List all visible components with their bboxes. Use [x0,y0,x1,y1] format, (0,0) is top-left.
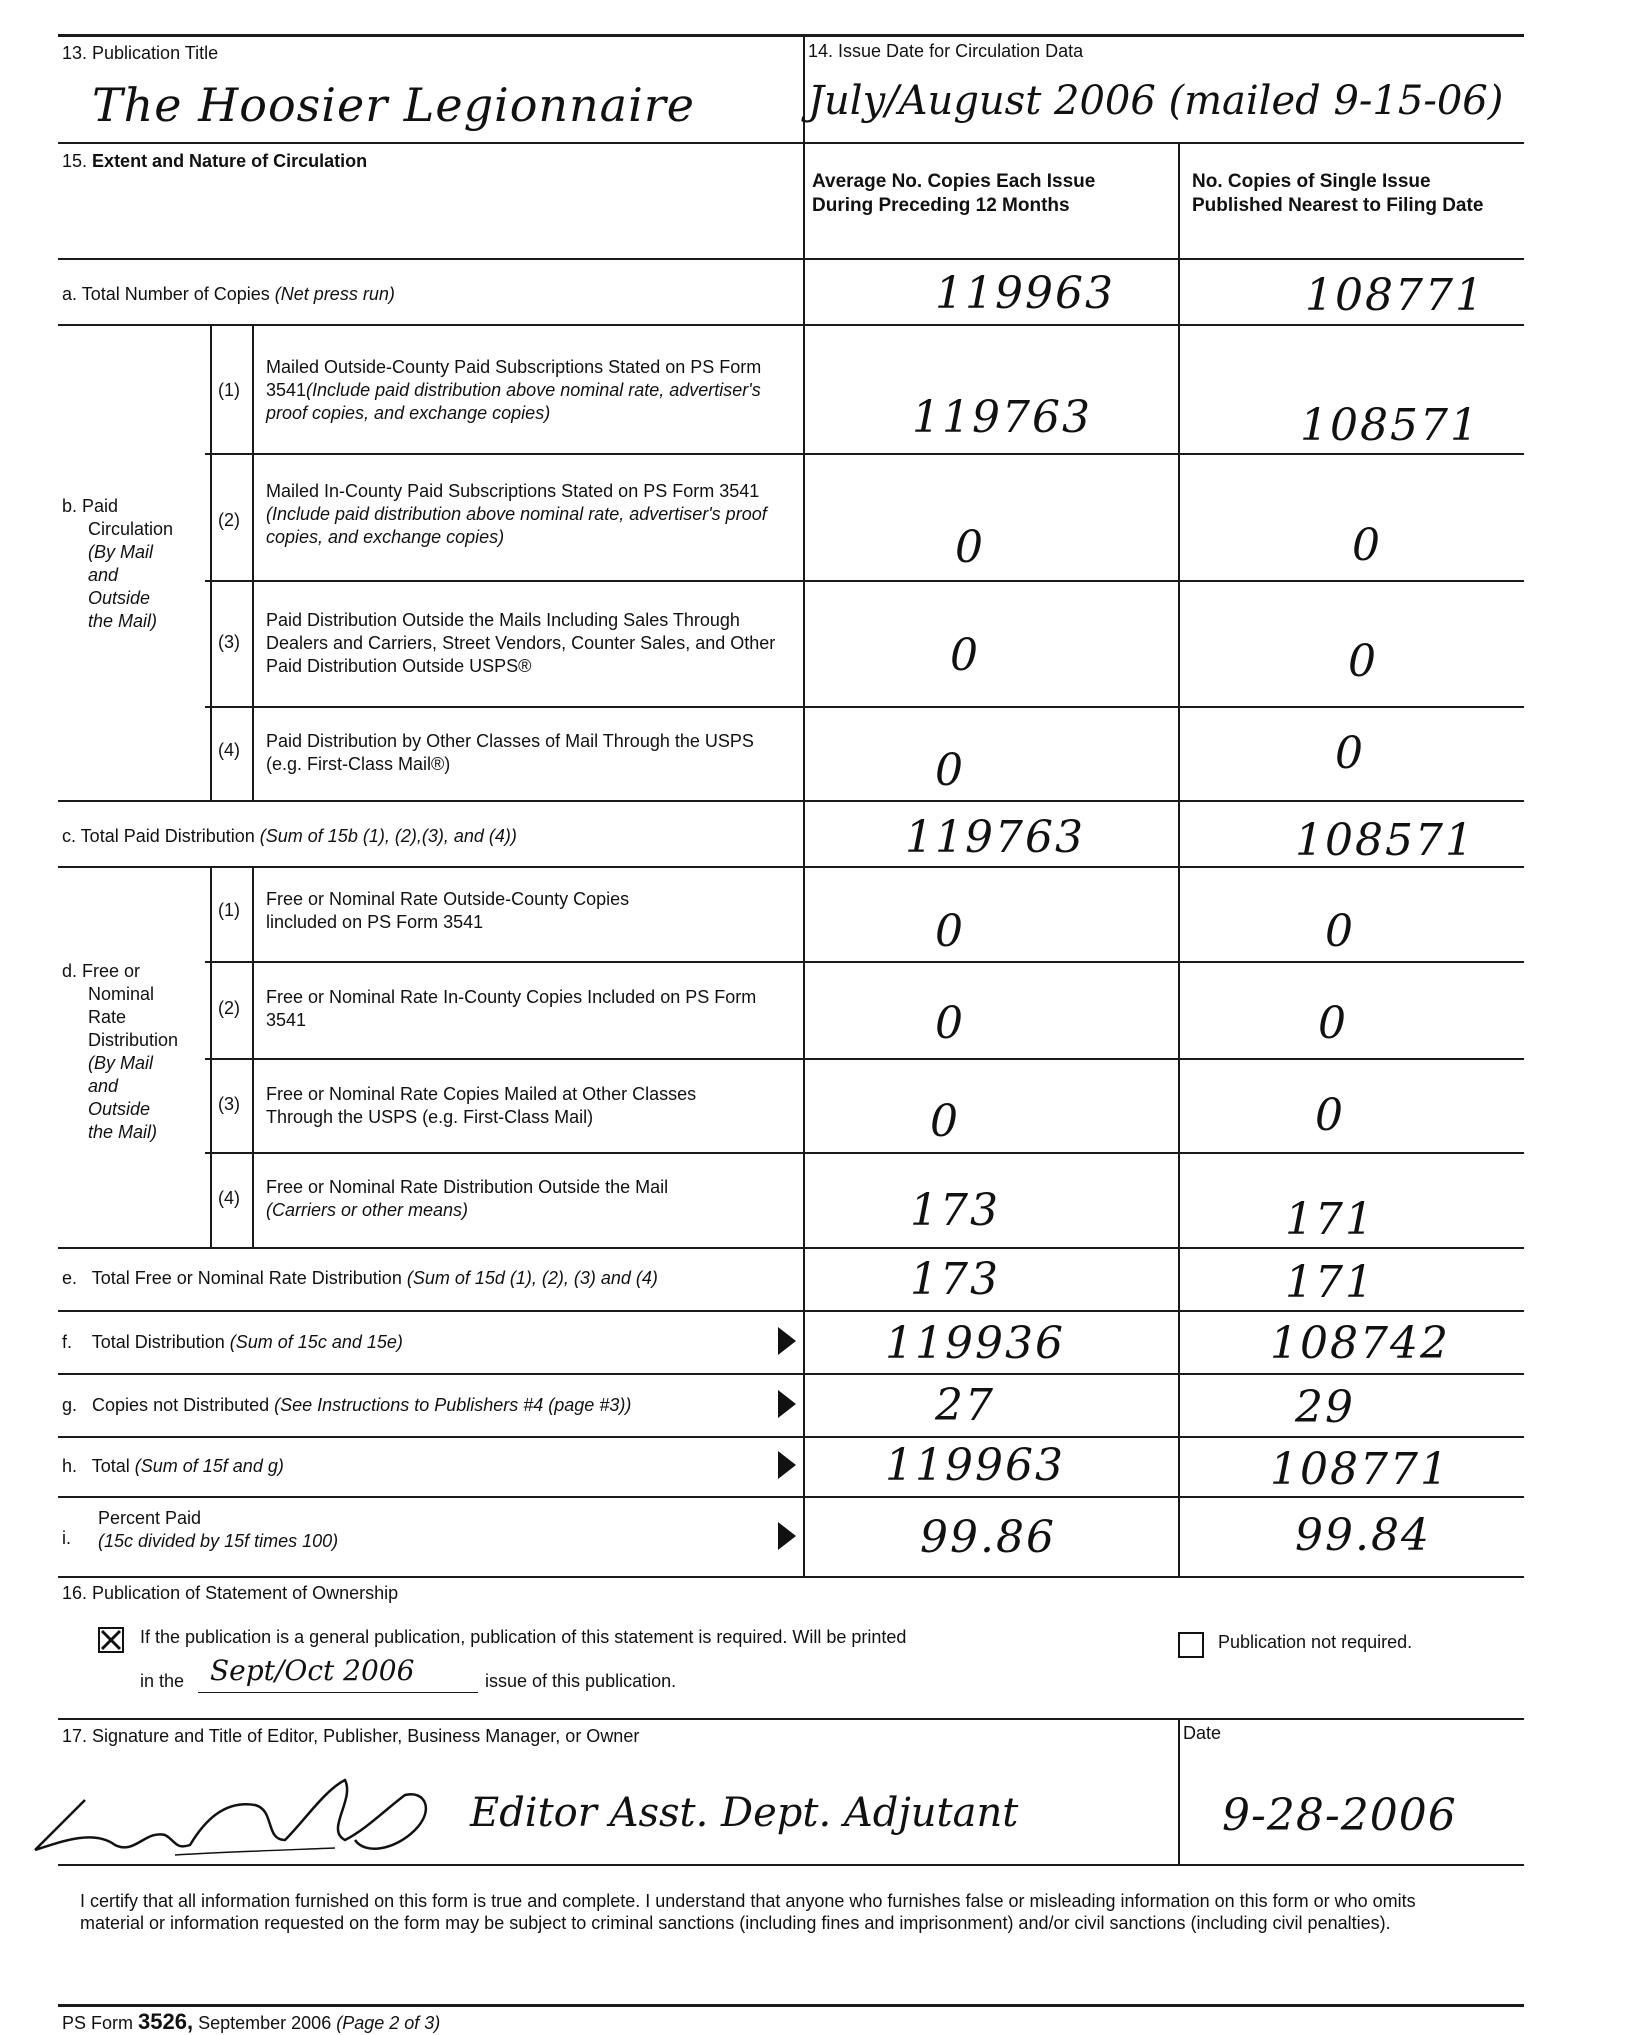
row-d2-value-single: 0 [1318,998,1348,1049]
free-label-2: Nominal [88,984,155,1004]
row-i-italic: (15c divided by 15f times 100) [98,1531,339,1551]
paid-label-6: the Mail) [88,611,158,631]
row-b3-num: (3) [218,632,240,652]
row-b1-italic: (Include paid distribution above nominal rate, advertiser's proof copies, and exchange copies) [266,380,761,423]
row-e-value-average: 173 [910,1254,1000,1305]
certification-text: I certify that all information furnished on this form is true and complete. I understand that anyone who furnishes false or misleading information on this form or who omits material or information requested on the form may be subject to criminal sanctions (including fines and imprisonment) and/or civil sanctions (including civil penalties). [80,1891,1416,1933]
not-required-checkbox[interactable] [1178,1632,1204,1658]
footer-date: September 2006 [198,2013,332,2033]
paid-label-4: and [88,565,119,585]
row-d4-value-average: 173 [910,1185,1000,1236]
row-c-value-average: 119763 [905,812,1085,863]
paid-label-1: b. Paid [62,496,119,516]
footer-prefix: PS Form [62,2013,134,2033]
row-g-text: Copies not Distributed [92,1395,270,1415]
row-g-value-single: 29 [1295,1382,1355,1433]
row-e-value-single: 171 [1285,1257,1375,1308]
row-b4-num: (4) [218,740,240,760]
row-g-italic: (See Instructions to Publishers #4 (page #3)) [274,1395,632,1415]
free-label-5: (By Mail [88,1053,154,1073]
row-i-label [98,1507,338,1553]
row-a-value-average: 119963 [935,268,1115,319]
row-e-label [62,1267,658,1290]
row-d1-num: (1) [218,900,240,920]
row-d1-label: Free or Nominal Rate Outside-County Copies lincluded on PS Form 3541 [266,889,630,932]
row-b3-value-single: 0 [1348,636,1378,687]
free-label-1: d. Free or [62,961,141,981]
row-i-arrow-icon [778,1522,796,1550]
row-a-italic: (Net press run) [274,284,395,304]
free-label-7: Outside [88,1099,151,1119]
row-b2-text: Mailed In-County Paid Subscriptions Stated on PS Form 3541 [266,481,760,501]
footer-page: (Page 2 of 3) [336,2013,441,2033]
row-d4-num: (4) [218,1188,240,1208]
row-b4-value-single: 0 [1335,728,1365,779]
in-the-label: in the [140,1671,185,1691]
row-e-text: Total Free or Nominal Rate Distribution [91,1268,402,1288]
row-d4-text: Free or Nominal Rate Distribution Outside the Mail [266,1177,669,1197]
row-c-italic: (Sum of 15b (1), (2),(3), and (4)) [259,826,517,846]
row-i-letter: i. [62,1528,71,1548]
row-f-italic: (Sum of 15c and 15e) [229,1332,403,1352]
publication-title-label: 13. Publication Title [62,43,219,63]
row-f-label [62,1331,403,1354]
row-h-italic: (Sum of 15f and g) [134,1456,284,1476]
row-b2-italic: (Include paid distribution above nominal rate, advertiser's proof copies, and exchange copies) [266,504,767,547]
issue-date-label: 14. Issue Date for Circulation Data [808,41,1084,61]
row-d4-italic: (Carriers or other means) [266,1200,469,1220]
row-d3-value-average: 0 [930,1096,960,1147]
circulation-heading-title: Extent and Nature of Circulation [92,151,368,171]
signature-date-handwritten: 9-28-2006 [1222,1790,1457,1841]
row-b3-label: Paid Distribution Outside the Mails Including Sales Through Dealers and Carriers, Street Vendors, Counter Sales, and Other Paid Distribution Outside USPS® [266,610,776,676]
row-a-text: a. Total Number of Copies [62,284,270,304]
row-e-italic: (Sum of 15d (1), (2), (3) and (4) [406,1268,658,1288]
row-h-value-single: 108771 [1270,1444,1450,1495]
row-h-letter: h. [62,1456,78,1476]
row-d2-label: Free or Nominal Rate In-County Copies Included on PS Form 3541 [266,987,757,1030]
free-label-3: Rate [88,1007,127,1027]
row-b2-value-average: 0 [955,522,985,573]
signer-title-handwritten: Editor Asst. Dept. Adjutant [470,1790,1019,1836]
row-b1-num: (1) [218,380,240,400]
free-label-8: the Mail) [88,1122,158,1142]
row-b2-label [266,480,786,549]
issue-suffix: issue of this publication. [485,1671,677,1691]
paid-circulation-group-label [62,495,173,633]
not-required-label: Publication not required. [1218,1632,1413,1652]
row-i-value-single: 99.84 [1295,1510,1431,1561]
row-c-label [62,825,517,848]
row-d4-label [266,1176,786,1222]
row-h-arrow-icon [778,1451,796,1479]
free-distribution-group-label [62,960,178,1144]
ownership-statement-label: 16. Publication of Statement of Ownership [62,1583,399,1603]
row-b3-value-average: 0 [950,630,980,681]
row-f-value-single: 108742 [1270,1318,1450,1369]
row-d3-value-single: 0 [1315,1090,1345,1141]
row-f-value-average: 119936 [885,1318,1065,1369]
row-d1-value-single: 0 [1325,906,1355,957]
row-d2-value-average: 0 [935,998,965,1049]
general-publication-checkbox[interactable] [98,1627,124,1653]
paid-label-3: (By Mail [88,542,154,562]
circulation-heading-num: 15. [62,151,88,171]
form-footer [62,2010,440,2035]
footer-number: 3526, [138,2009,194,2034]
row-f-letter: f. [62,1332,73,1352]
row-i-value-average: 99.86 [920,1512,1056,1563]
row-b1-value-single: 108571 [1300,400,1480,451]
general-publication-text: If the publication is a general publication, publication of this statement is required. Will be printed [140,1627,907,1647]
date-label: Date [1183,1723,1222,1743]
row-b1-text: Mailed Outside-County Paid Subscriptions Stated on PS Form 3541 [266,357,762,400]
issue-underline [198,1692,478,1693]
row-d4-value-single: 171 [1285,1194,1375,1245]
row-h-text: Total [91,1456,130,1476]
row-a-label [62,283,395,306]
row-g-label [62,1394,631,1417]
row-d3-num: (3) [218,1094,240,1114]
signature-label: 17. Signature and Title of Editor, Publisher, Business Manager, or Owner [62,1726,640,1746]
column-header-average: Average No. Copies Each Issue During Preceding 12 Months [812,171,1096,216]
paid-label-5: Outside [88,588,151,608]
row-d1-value-average: 0 [935,906,965,957]
issue-date-value: July/August 2006 (mailed 9-15-06) [808,78,1504,124]
free-label-6: and [88,1076,119,1096]
row-h-value-average: 119963 [885,1440,1065,1491]
row-g-letter: g. [62,1395,78,1415]
row-b2-value-single: 0 [1352,520,1382,571]
row-b1-value-average: 119763 [912,392,1092,443]
paid-label-2: Circulation [88,519,174,539]
circulation-heading [62,150,367,173]
row-c-text: c. Total Paid Distribution [62,826,255,846]
row-b4-label: Paid Distribution by Other Classes of Mail Through the USPS (e.g. First-Class Mail®) [266,731,754,774]
row-b2-num: (2) [218,510,240,530]
column-header-single-issue: No. Copies of Single Issue Published Nearest to Filing Date [1192,171,1484,216]
row-f-arrow-icon [778,1327,796,1355]
row-d3-label: Free or Nominal Rate Copies Mailed at Other Classes Through the USPS (e.g. First-Class Mail) [266,1084,697,1127]
signature-image [25,1760,465,1870]
row-b4-value-average: 0 [935,745,965,796]
row-i-text: Percent Paid [98,1508,202,1528]
row-d2-num: (2) [218,998,240,1018]
row-a-value-single: 108771 [1305,270,1485,321]
row-g-value-average: 27 [935,1380,995,1431]
row-c-value-single: 108571 [1295,815,1475,866]
row-f-text: Total Distribution [91,1332,225,1352]
row-e-letter: e. [62,1268,78,1288]
checkmark-icon [100,1629,122,1651]
publication-title-value: The Hoosier Legionnaire [92,78,696,132]
row-h-label [62,1455,284,1478]
free-label-4: Distribution [88,1030,179,1050]
row-b1-label [266,356,791,425]
issue-handwritten: Sept/Oct 2006 [210,1654,415,1687]
row-g-arrow-icon [778,1390,796,1418]
